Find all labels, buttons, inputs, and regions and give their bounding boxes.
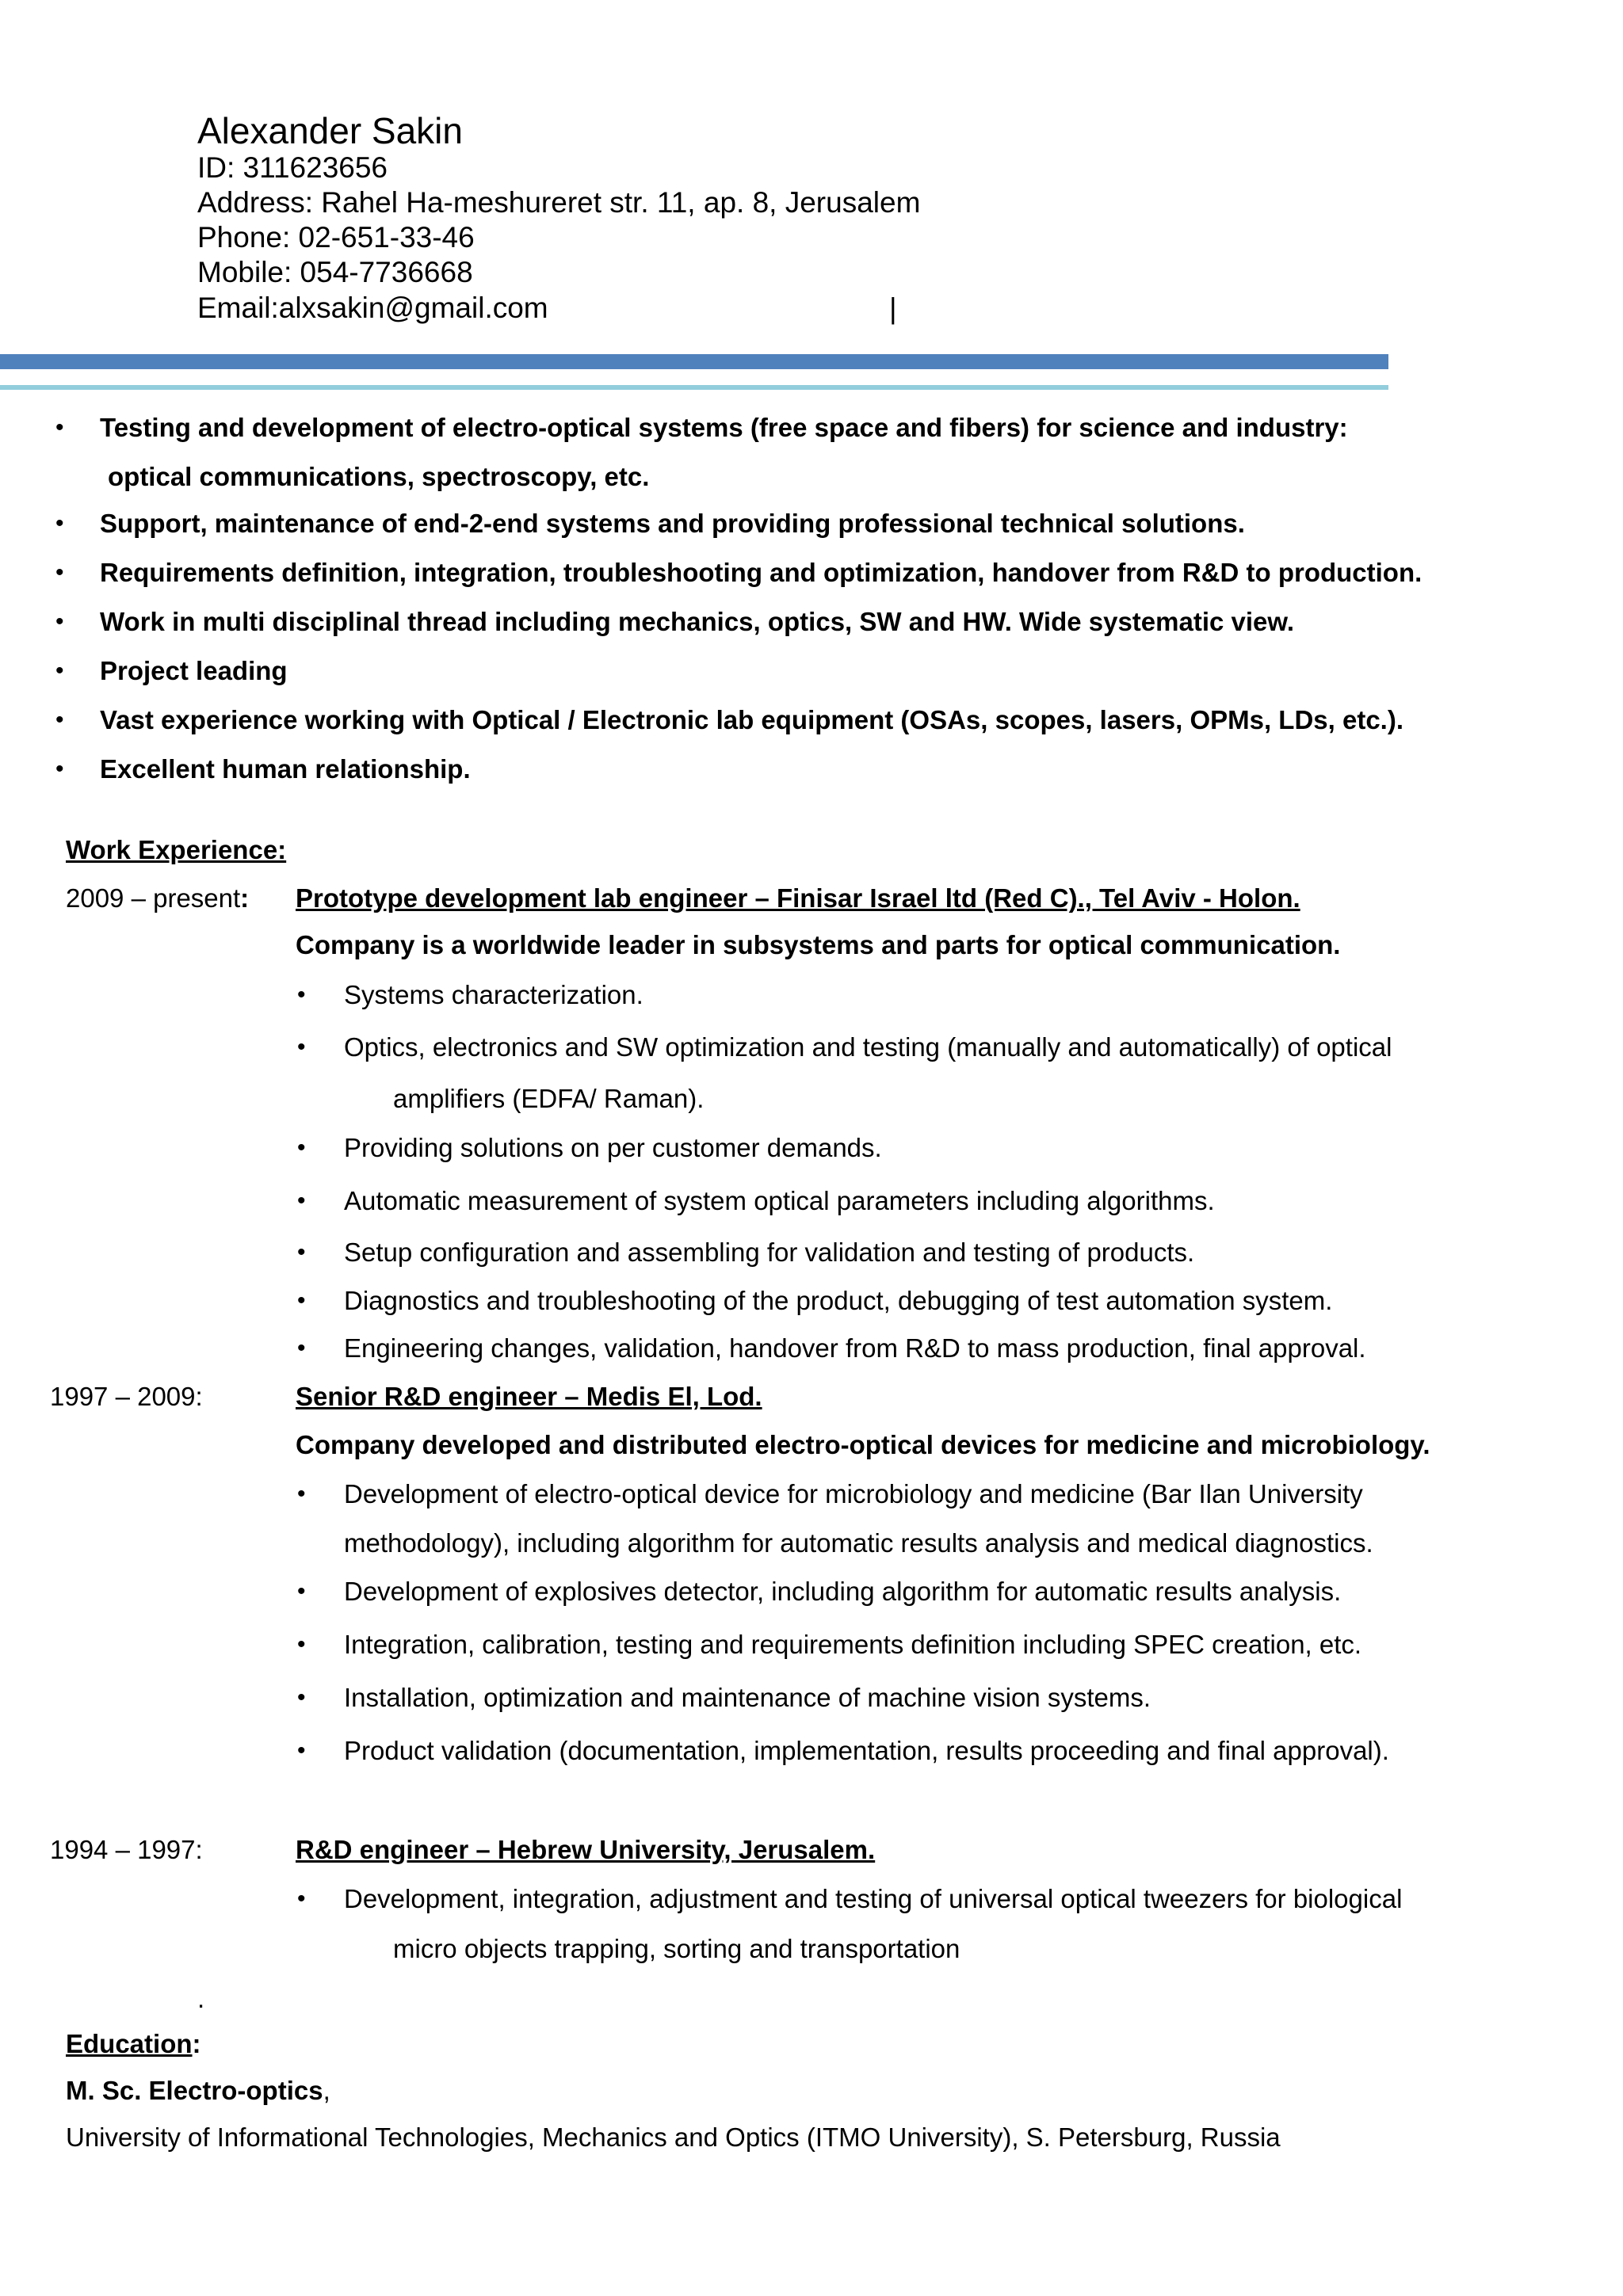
job-period: 1997 – 2009: <box>50 1382 203 1411</box>
job-period-text: 2009 – present <box>66 883 241 913</box>
summary-item: Excellent human relationship. <box>100 754 471 784</box>
job-period-colon: : <box>240 883 250 913</box>
job-description: Company developed and distributed electro-optical devices for medicine and microbiology. <box>296 1430 1430 1459</box>
bullet-icon: • <box>297 1684 306 1711</box>
bullet-icon: • <box>297 1737 306 1764</box>
job-duty: Integration, calibration, testing and requirements definition including SPEC creation, etc. <box>344 1630 1362 1659</box>
degree <box>66 2075 330 2107</box>
bullet-icon: • <box>297 1034 306 1060</box>
job-duty: Product validation (documentation, implementation, results proceeding and final approval). <box>344 1736 1389 1765</box>
job-title: Senior R&D engineer – Medis El, Lod. <box>296 1382 762 1411</box>
job-duty: Development of electro-optical device for microbiology and medicine (Bar Ilan University <box>344 1479 1363 1508</box>
header-divider-light <box>0 385 1388 390</box>
job-title: R&D engineer – Hebrew University, Jerusalem. <box>296 1835 876 1864</box>
degree-comma: , <box>323 2076 330 2105</box>
degree-title: M. Sc. Electro-optics <box>66 2076 323 2105</box>
mobile-line: Mobile: 054-7736668 <box>197 256 473 288</box>
bullet-icon: • <box>297 1188 306 1214</box>
job-duty: Setup configuration and assembling for validation and testing of products. <box>344 1238 1195 1267</box>
job-title: Prototype development lab engineer – Finisar Israel ltd (Red C)., Tel Aviv - Holon. <box>296 883 1300 913</box>
job-duty: Providing solutions on per customer demands. <box>344 1133 882 1162</box>
job-duty: Installation, optimization and maintenance of machine vision systems. <box>344 1683 1151 1712</box>
job-duty-continued: methodology), including algorithm for automatic results analysis and medical diagnostics. <box>344 1528 1373 1558</box>
job-duty: Diagnostics and troubleshooting of the product, debugging of test automation system. <box>344 1286 1333 1315</box>
bullet-icon: • <box>297 1135 306 1161</box>
summary-item: Work in multi disciplinal thread including mechanics, optics, SW and HW. Wide systematic view. <box>100 607 1295 636</box>
education-heading-colon: : <box>192 2029 201 2058</box>
job-period <box>66 883 249 914</box>
bullet-icon: • <box>297 1631 306 1657</box>
summary-item: Testing and development of electro-optical systems (free space and fibers) for science and industry: <box>100 413 1348 442</box>
summary-item: Requirements definition, integration, troubleshooting and optimization, handover from R&D to production. <box>100 558 1423 587</box>
summary-item: Project leading <box>100 656 288 685</box>
summary-item: Support, maintenance of end-2-end systems and providing professional technical solutions. <box>100 509 1245 538</box>
job-duty: Systems characterization. <box>344 980 643 1009</box>
header-divider-blue <box>0 354 1388 369</box>
summary-item: Vast experience working with Optical / Electronic lab equipment (OSAs, scopes, lasers, OPMs, LDs, etc.). <box>100 705 1404 734</box>
bullet-icon: • <box>297 1578 306 1604</box>
bullet-icon: • <box>55 707 64 733</box>
bullet-icon: • <box>297 982 306 1008</box>
bullet-icon: • <box>297 1287 306 1314</box>
job-duty: Optics, electronics and SW optimization and testing (manually and automatically) of optical <box>344 1032 1392 1062</box>
bullet-icon: • <box>55 559 64 585</box>
job-period: 1994 – 1997: <box>50 1835 203 1864</box>
summary-item-continued: optical communications, spectroscopy, etc. <box>108 462 650 491</box>
work-experience-heading: Work Experience: <box>66 835 287 864</box>
bullet-icon: • <box>297 1335 306 1361</box>
education-heading <box>66 2028 201 2060</box>
job-duty-continued: amplifiers (EDFA/ Raman). <box>393 1084 705 1113</box>
bullet-icon: • <box>297 1239 306 1265</box>
bullet-icon: • <box>55 756 64 782</box>
bullet-icon: • <box>297 1481 306 1507</box>
stray-dot: . <box>197 1984 205 2013</box>
id-line: ID: 311623656 <box>197 151 388 184</box>
bullet-icon: • <box>55 510 64 536</box>
job-duty: Development of explosives detector, including algorithm for automatic results analysis. <box>344 1577 1342 1606</box>
address-line: Address: Rahel Ha-meshureret str. 11, ap. 8, Jerusalem <box>197 186 921 219</box>
candidate-name: Alexander Sakin <box>197 110 463 151</box>
text-caret: | <box>889 292 897 325</box>
bullet-icon: • <box>55 658 64 684</box>
bullet-icon: • <box>297 1886 306 1912</box>
university: University of Informational Technologies, Mechanics and Optics (ITMO University), S. Petersburg, Russia <box>66 2122 1281 2152</box>
job-duty: Engineering changes, validation, handover from R&D to mass production, final approval. <box>344 1333 1366 1363</box>
education-heading-text: Education <box>66 2029 193 2058</box>
bullet-icon: • <box>55 608 64 635</box>
bullet-icon: • <box>55 414 64 441</box>
job-description: Company is a worldwide leader in subsystems and parts for optical communication. <box>296 930 1341 959</box>
job-duty: Automatic measurement of system optical parameters including algorithms. <box>344 1186 1215 1215</box>
phone-line: Phone: 02-651-33-46 <box>197 221 475 254</box>
email-line: Email:alxsakin@gmail.com <box>197 292 548 324</box>
job-duty-continued: micro objects trapping, sorting and transportation <box>393 1934 960 1963</box>
job-duty: Development, integration, adjustment and testing of universal optical tweezers for biological <box>344 1884 1403 1913</box>
